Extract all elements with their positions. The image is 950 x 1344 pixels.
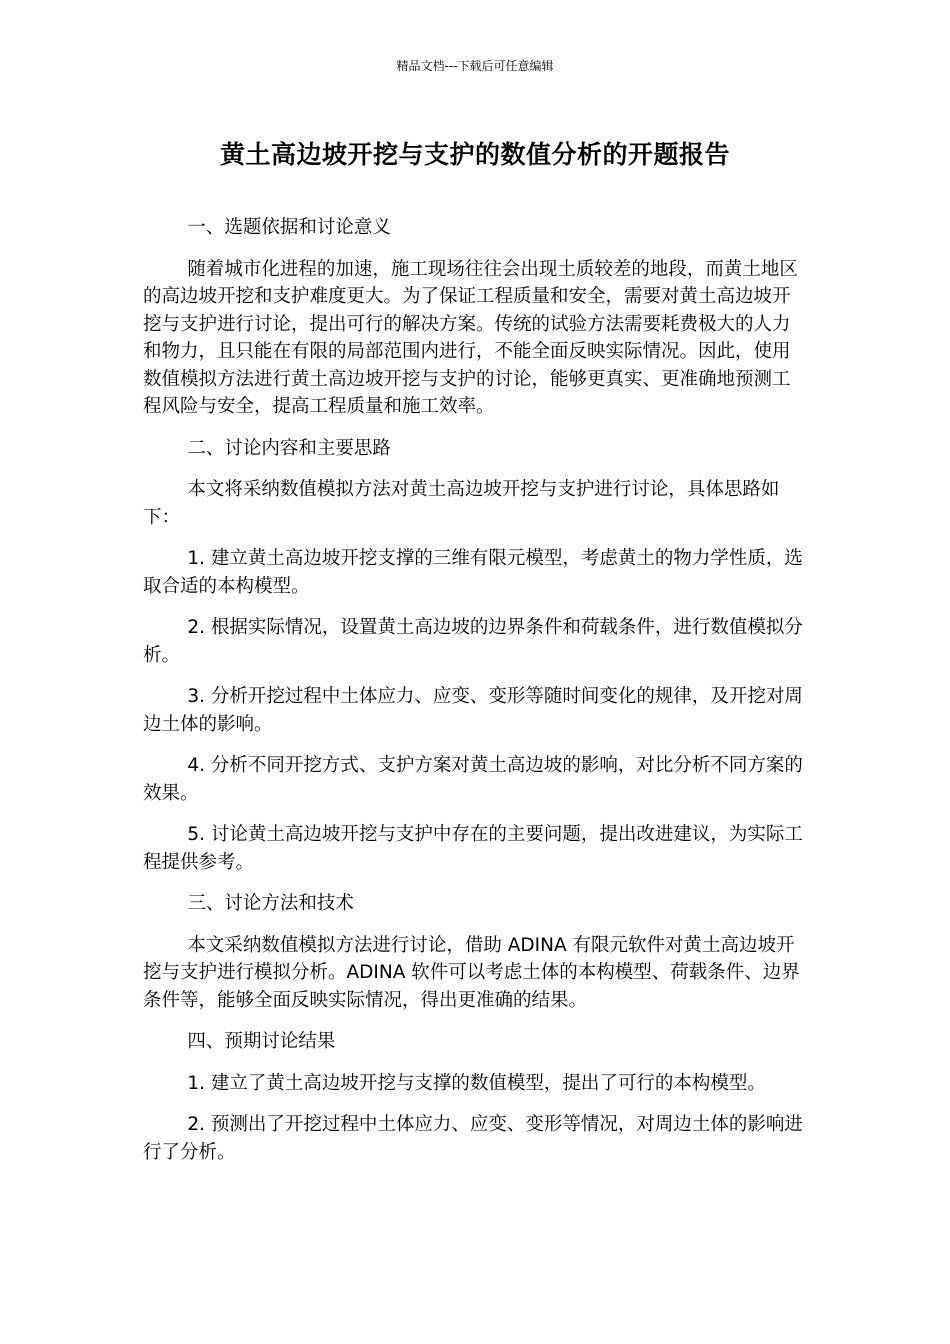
section-3 [143, 890, 807, 1014]
list-item: 1. 建立了黄土高边坡开挖与支撑的数值模型，提出了可行的本构模型。 [187, 1072, 766, 1094]
list-item: 2. 预测出了开挖过程中土体应力、应变、变形等情况，对周边土体的影响进行了分析。 [143, 1114, 803, 1163]
list-item: 3. 分析开挖过程中土体应力、应变、变形等随时间变化的规律，及开挖对周边土体的影响。 [143, 686, 803, 735]
document-title: 黄土高边坡开挖与支护的数值分析的开题报告 [219, 140, 730, 169]
page-header: 精品文档---下载后可任意编辑 [396, 59, 554, 73]
list-item: 1. 建立黄土高边坡开挖支撑的三维有限元模型，考虑黄土的物力学性质，选取合适的本构模型。 [143, 548, 803, 597]
section-1 [143, 214, 807, 421]
list-item: 2. 根据实际情况，设置黄土高边坡的边界条件和荷载条件，进行数值模拟分析。 [143, 617, 803, 666]
paragraph: 本文采纳数值模拟方法进行讨论，借助 ADINA 有限元软件对黄土高边坡开挖与支护进行模拟分析。ADINA 软件可以考虑土体的本构模型、荷载条件、边界条件等，能够全面反映实际情况，得出更准确的结果。 [143, 934, 800, 1011]
paragraph: 本文将采纳数值模拟方法对黄土高边坡开挖与支护进行讨论，具体思路如下： [143, 479, 780, 528]
paragraph: 随着城市化进程的加速，施工现场往往会出现土质较差的地段，而黄土地区的高边坡开挖和支护难度更大。为了保证工程质量和安全，需要对黄土高边坡开挖与支护进行讨论，提出可行的解决方案。传统的试验方法需要耗费极大的人力和物力，且只能在有限的局部范围内进行，不能全面反映实际情况。因此，使用数值模拟方法进行黄土高边坡开挖与支护的讨论，能够更真实、更准确地预测工程风险与安全，提高工程质量和施工效率。 [143, 258, 798, 417]
section-heading: 二、讨论内容和主要思路 [187, 437, 391, 459]
list-item: 5. 讨论黄土高边坡开挖与支护中存在的主要问题，提出改进建议，为实际工程提供参考。 [143, 824, 803, 873]
section-heading: 三、讨论方法和技术 [187, 893, 354, 914]
section-heading: 四、预期讨论结果 [187, 1031, 336, 1052]
section-2 [143, 435, 807, 877]
section-heading: 一、选题依据和讨论意义 [187, 217, 391, 238]
document-body [143, 214, 807, 1180]
section-4 [143, 1028, 807, 1166]
list-item: 4. 分析不同开挖方式、支护方案对黄土高边坡的影响，对比分析不同方案的效果。 [143, 755, 803, 804]
